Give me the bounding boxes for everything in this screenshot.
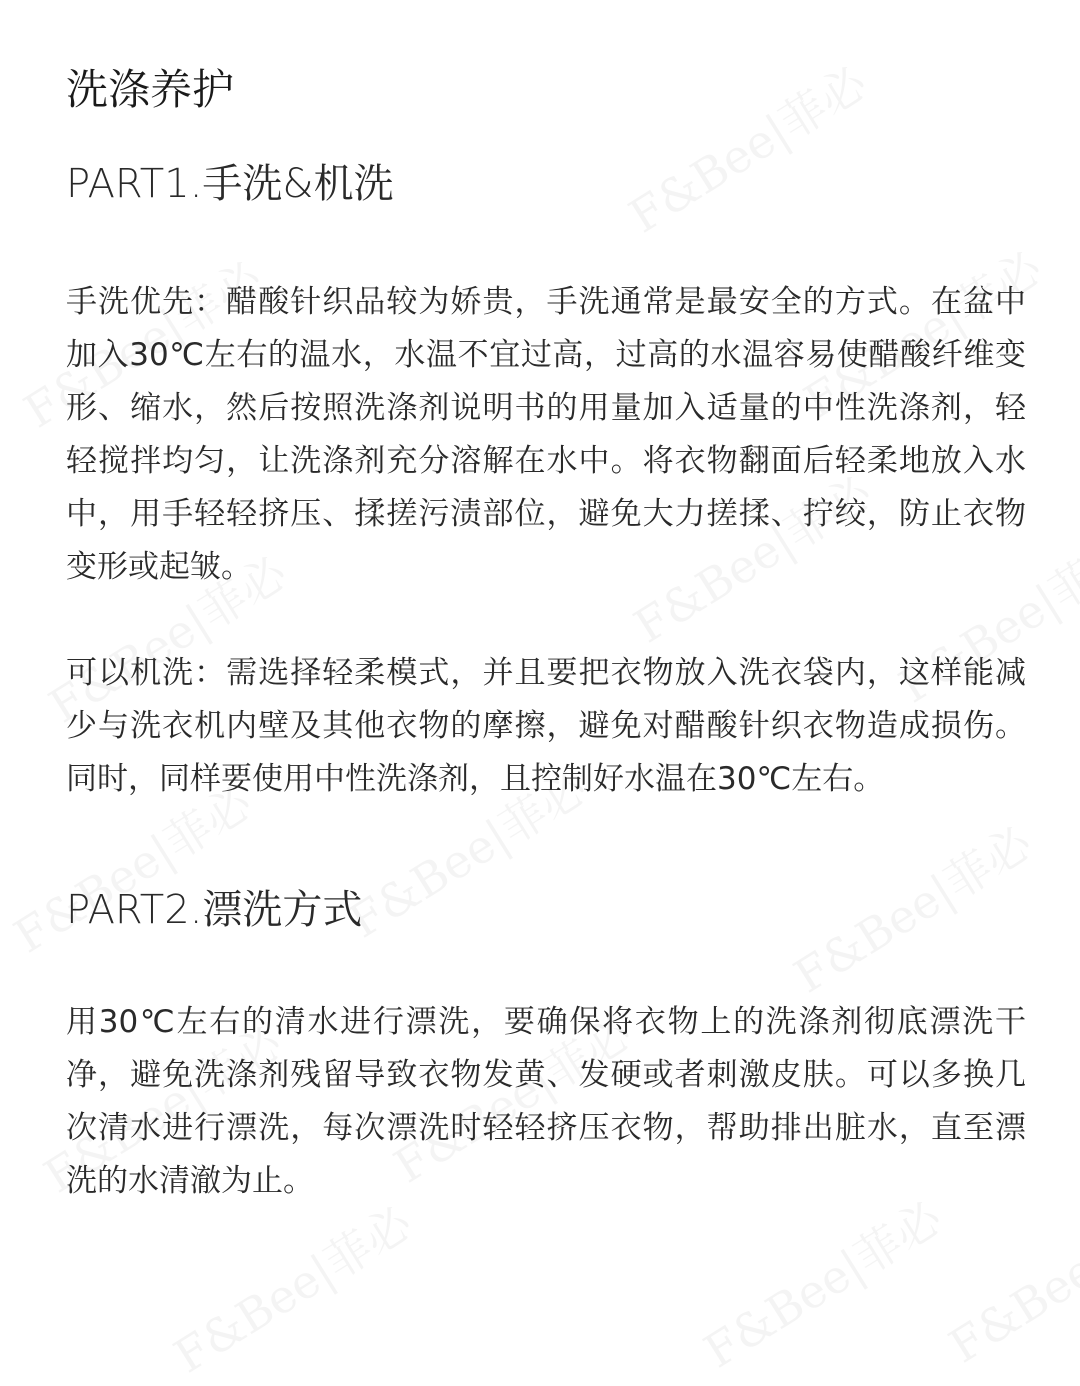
paragraph-rinse: 用30℃左右的清水进行漂洗，要确保将衣物上的洗涤剂彻底漂洗干净，避免洗涤剂残留导致衣物发黄、发硬或者刺激皮肤。可以多换几次清水进行漂洗，每次漂洗时轻轻挤压衣物，帮助排出脏水，直至漂洗的水清澈为止。 (66, 1004, 1026, 1199)
paragraph-hand-wash: 手洗优先：醋酸针织品较为娇贵，手洗通常是最安全的方式。在盆中加入30℃左右的温水，水温不宜过高，过高的水温容易使醋酸纤维变形、缩水，然后按照洗涤剂说明书的用量加入适量的中性洗涤剂，轻轻搅拌均匀，让洗涤剂充分溶解在水中。将衣物翻面后轻柔地放入水中，用手轻轻挤压、揉搓污渍部位，避免大力搓揉、拧绞，防止衣物变形或起皱。 (66, 284, 1026, 585)
section-part2 (66, 880, 1026, 1208)
section-heading: PART2.漂洗方式 (66, 887, 363, 933)
section-heading: PART1.手洗&机洗 (66, 161, 394, 207)
page-title: 洗涤养护 (66, 65, 235, 114)
section-part1 (66, 154, 1026, 806)
paragraph-machine-wash: 可以机洗：需选择轻柔模式，并且要把衣物放入洗衣袋内，这样能减少与洗衣机内壁及其他衣物的摩擦，避免对醋酸针织衣物造成损伤。同时，同样要使用中性洗涤剂，且控制好水温在30℃左右。 (66, 655, 1026, 797)
watermark (160, 1188, 423, 1386)
watermark (690, 1183, 953, 1381)
